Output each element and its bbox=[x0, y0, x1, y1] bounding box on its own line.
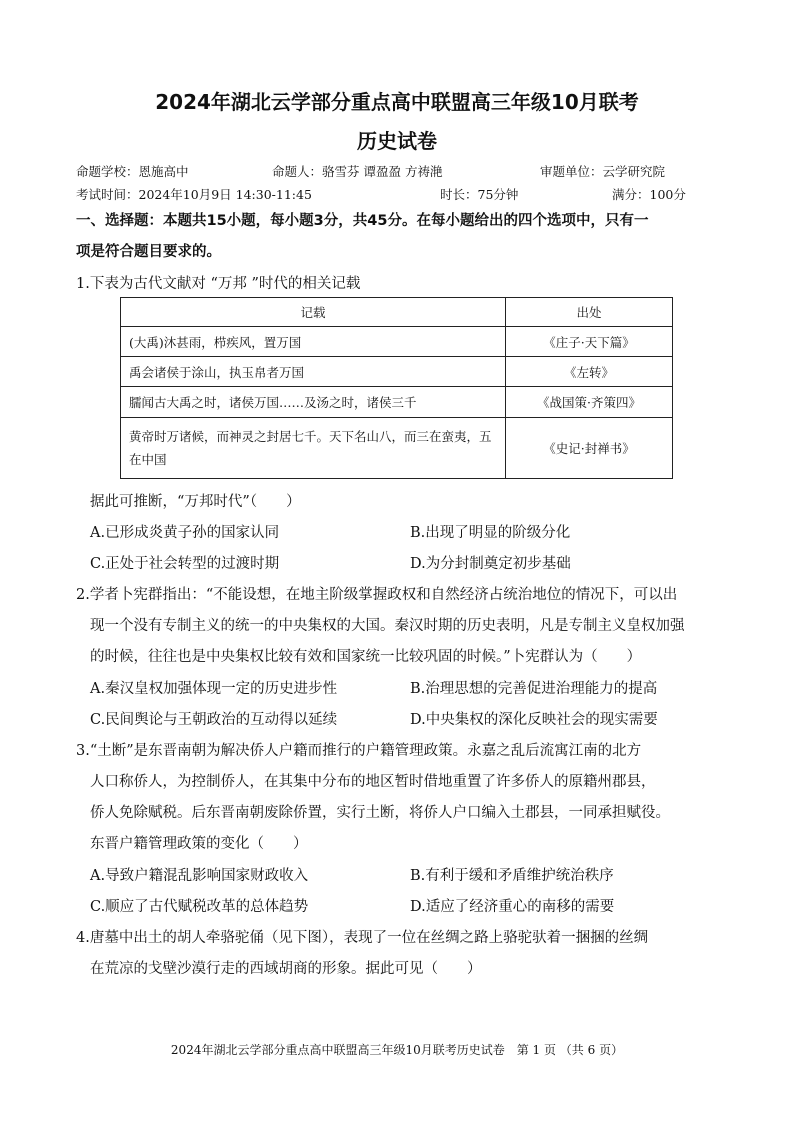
table-cell-record: 黄帝时万诸候，而神灵之封居七千。天下名山八，而三在蛮夷，五在中国 bbox=[121, 418, 506, 479]
table-row bbox=[121, 418, 673, 479]
meta-duration: 时长：75分钟 bbox=[440, 187, 519, 202]
q3-option-b[interactable]: B.有利于缓和矛盾维护统治秩序 bbox=[410, 868, 614, 884]
q2-stem-line1: 2.学者卜宪群指出：“不能设想，在地主阶级掌握政权和自然经济占统治地位的情况下，可以出 bbox=[76, 587, 678, 603]
meta-school: 命题学校：恩施高中 bbox=[76, 164, 189, 179]
exam-title: 2024年湖北云学部分重点高中联盟高三年级10月联考 bbox=[155, 90, 639, 114]
meta-authors: 命题人：骆雪芬 谭盈盈 方祷滟 bbox=[272, 164, 443, 179]
q3-stem-line4: 东晋户籍管理政策的变化（ ） bbox=[90, 836, 308, 852]
q1-prompt: 据此可推断，“万邦时代”（ ） bbox=[90, 494, 301, 510]
q2-option-d[interactable]: D.中央集权的深化反映社会的现实需要 bbox=[410, 712, 658, 728]
q2-option-b[interactable]: B.治理思想的完善促进治理能力的提高 bbox=[410, 681, 658, 697]
q2-option-a[interactable]: A.秦汉皇权加强体现一定的历史进步性 bbox=[90, 681, 338, 697]
q3-option-d[interactable]: D.适应了经济重心的南移的需要 bbox=[410, 899, 615, 915]
q2-stem-line3: 的时候，往往也是中央集权比较有效和国家统一比较巩固的时候。”卜宪群认为（ ） bbox=[90, 649, 642, 665]
q3-stem-line3: 侨人免除赋税。后东晋南朝废除侨置，实行土断，将侨人户口编入土郡县，一同承担赋役。 bbox=[90, 805, 670, 821]
table-cell-source: 《战国策·齐策四》 bbox=[506, 387, 673, 418]
table-cell-source: 《左转》 bbox=[506, 357, 673, 387]
table-row bbox=[121, 357, 673, 387]
q3-option-a[interactable]: A.导致户籍混乱影响国家财政收入 bbox=[90, 868, 309, 884]
q3-stem-line2: 人口称侨人，为控制侨人，在其集中分布的地区暂时借地重置了许多侨人的原籍州郡县， bbox=[90, 774, 656, 790]
q1-option-b[interactable]: B.出现了明显的阶级分化 bbox=[410, 525, 571, 541]
table-cell-source: 《史记·封禅书》 bbox=[506, 418, 673, 479]
q2-option-c[interactable]: C.民间舆论与王朝政治的互动得以延续 bbox=[90, 712, 338, 728]
meta-time: 考试时间：2024年10月9日 14:30-11:45 bbox=[76, 187, 312, 202]
q1-source-table bbox=[120, 297, 673, 479]
q2-stem-line2: 现一个没有专制主义的统一的中央集权的大国。秦汉时期的历史表明，凡是专制主义皇权加强 bbox=[90, 618, 685, 634]
table-header-source: 出处 bbox=[506, 298, 673, 327]
q3-option-c[interactable]: C.顺应了古代赋税改革的总体趋势 bbox=[90, 899, 309, 915]
table-cell-record: 禹会诸侯于涂山，执玉帛者万国 bbox=[121, 357, 506, 387]
q3-stem-line1: 3.“土断”是东晋南朝为解决侨人户籍而推行的户籍管理政策。永嘉之乱后流寓江南的北方 bbox=[76, 743, 642, 759]
table-cell-record: 臑闻古大禹之时，诸侯万国……及汤之时，诸侯三千 bbox=[121, 387, 506, 418]
page-footer: 2024年湖北云学部分重点高中联盟高三年级10月联考历史试卷 第 1 页 （共 6 页） bbox=[170, 1043, 624, 1057]
table-cell-source: 《庄子·天下篇》 bbox=[506, 327, 673, 357]
q1-option-c[interactable]: C.正处于社会转型的过渡时期 bbox=[90, 556, 280, 572]
q4-stem-line2: 在荒凉的戈壁沙漠行走的西域胡商的形象。据此可见（ ） bbox=[90, 961, 482, 977]
table-row bbox=[121, 327, 673, 357]
table-header-record: 记载 bbox=[121, 298, 506, 327]
q1-option-d[interactable]: D.为分封制奠定初步基础 bbox=[410, 556, 571, 572]
meta-reviewer: 审题单位：云学研究院 bbox=[540, 164, 666, 179]
section-heading-line1: 一、选择题：本题共15小题，每小题3分，共45分。在每小题给出的四个选项中，只有一 bbox=[76, 213, 649, 229]
meta-score: 满分：100分 bbox=[612, 187, 686, 202]
table-row bbox=[121, 387, 673, 418]
q4-stem-line1: 4.唐墓中出土的胡人牵骆驼俑（见下图），表现了一位在丝绸之路上骆驼驮着一捆捆的丝绸 bbox=[76, 930, 649, 946]
exam-subtitle: 历史试卷 bbox=[357, 129, 437, 153]
section-heading-line2: 项是符合题目要求的。 bbox=[76, 244, 221, 260]
q1-stem: 1.下表为古代文献对 “万邦 ”时代的相关记载 bbox=[76, 276, 361, 292]
table-cell-record: (大禹)沐甚雨，栉疾风，置万国 bbox=[121, 327, 506, 357]
q1-option-a[interactable]: A.已形成炎黄子孙的国家认同 bbox=[90, 525, 280, 541]
